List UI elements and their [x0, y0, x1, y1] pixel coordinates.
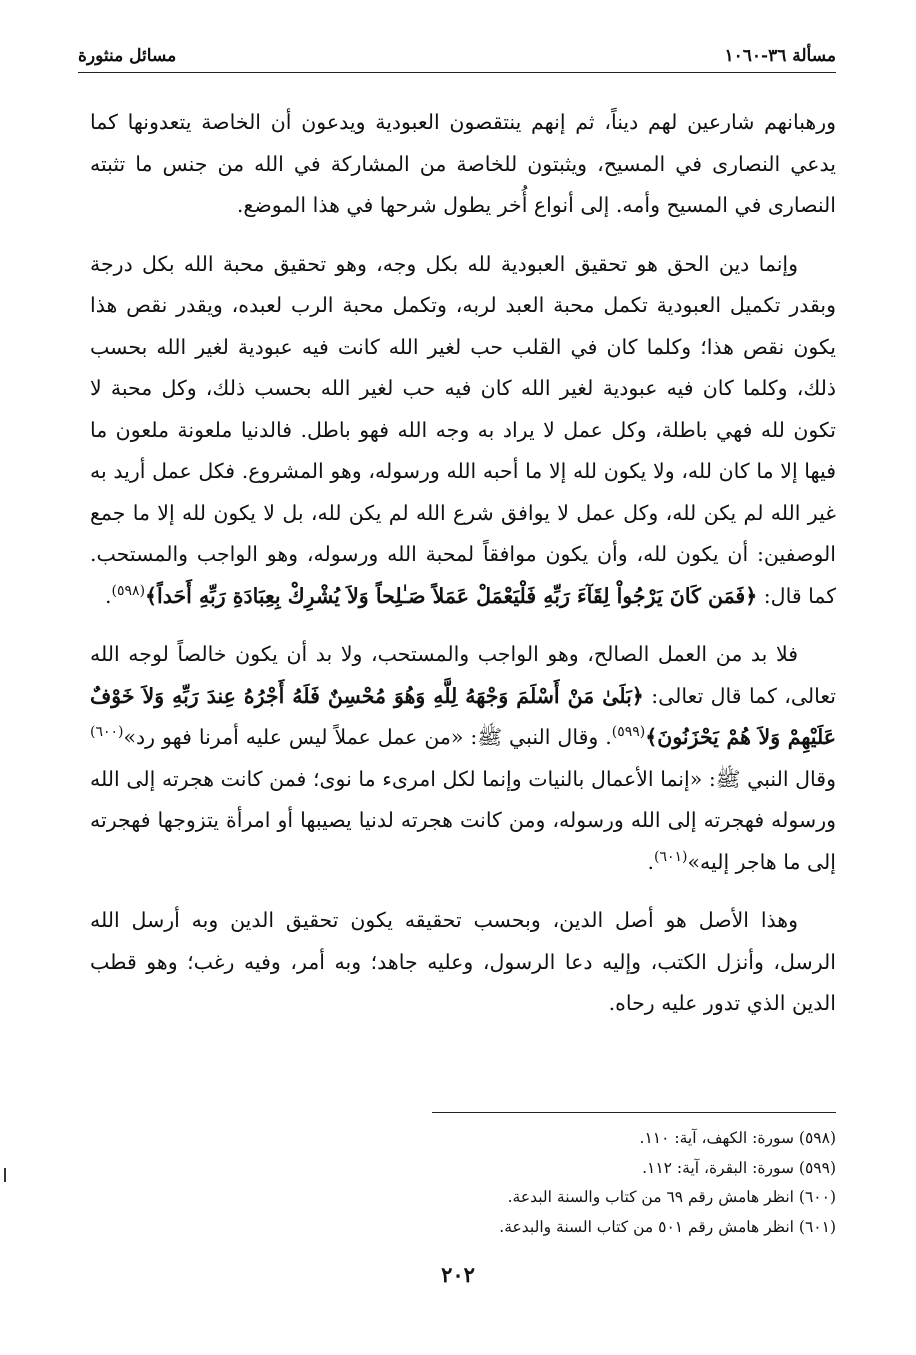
footnote-ref-600: (٦٠٠): [90, 724, 124, 741]
footnote-599: (٥٩٩) سورة: البقرة، آية: ١١٢.: [642, 1158, 836, 1177]
running-header: [78, 38, 836, 73]
scan-margin-mark: [4, 1168, 6, 1182]
paragraph-2-text: وإنما دين الحق هو تحقيق العبودية لله بكل وجه، وهو تحقيق محبة الله بكل درجة وبقدر تكميل العبودية تكمل محبة العبد لربه، وتكمل محبة الرب لعبده، ويقدر نقص هذا يكون نقص هذا؛ وكلما كان في القلب حب لغير الله كانت فيه عبودية لغير الله بحسب ذلك، وكلما كان فيه عبودية لغير الله كان فيه حب لغير الله بحسب ذلك، وكل محبة لا تكون لله فهي باطلة، وكل عمل لا يراد به وجه الله فهو باطل. فالدنيا ملعونة ملعون ما فيها إلا ما كان لله، ولا يكون لله إلا ما أحبه الله ورسوله، وهو المشروع. فكل عمل أريد به غير الله لم يكن لله، وكل عمل لا يوافق شرع الله لم يكن لله، بل لا يكون لله إلا ما جمع الوصفين: أن يكون لله، وأن يكون موافقاً لمحبة الله ورسوله، وهو الواجب والمستحب. كما قال:: [90, 251, 836, 608]
paragraph-3: فلا بد من العمل الصالح، وهو الواجب والمستحب، ولا بد أن يكون خالصاً لوجه الله تعالى، كما قال تعالى: ﴿بَلَىٰ مَنْ أَسْلَمَ وَجْهَهُ لِلَّهِ وَهُوَ مُحْسِنٌ فَلَهُ أَجْرُهُ عِندَ رَبِّهِ وَلاَ خَوْفٌ عَلَيْهِمْ وَلاَ هُمْ يَحْزَنُونَ﴾$^{(٥٩٩)}$. وقال النبي ﷺ: «من عمل عملاً ليس عليه أمرنا فهو رد»$^{(٦٠٠)}$ وقال النبي ﷺ: «إنما الأعمال بالنيات وإنما لكل امرىء ما نوى؛ فمن كانت هجرته إلى الله ورسوله فهجرته إلى الله ورسوله، ومن كانت هجرته لدنيا يصيبها أو امرأة يتزوجها فهجرته إلى ما هاجر إليه»$^{(٦٠١)}$.: [90, 642, 836, 874]
paragraph-3-text-2: . وقال النبي ﷺ: «من عمل عملاً ليس عليه أمرنا فهو رد»: [123, 725, 612, 749]
header-title: مسائل منثورة: [78, 46, 177, 66]
page-number: ٢٠٢: [441, 1262, 475, 1287]
footnotes: [90, 1124, 836, 1242]
footnote-ref-598: (٥٩٨): [111, 582, 146, 599]
header-issue-range: مسألة ٣٦-١٠٦٠: [724, 46, 836, 66]
paragraph-2: وإنما دين الحق هو تحقيق العبودية لله بكل وجه، وهو تحقيق محبة الله بكل درجة وبقدر تكميل العبودية تكمل محبة العبد لربه، وتكمل محبة الرب لعبده، ويقدر نقص هذا يكون نقص هذا؛ وكلما كان في القلب حب لغير الله كانت فيه عبودية لغير الله بحسب ذلك، وكلما كان فيه عبودية لغير الله كان فيه حب لغير الله بحسب ذلك، وكل محبة لا تكون لله فهي باطلة، وكل عمل لا يراد به وجه الله فهو باطل. فالدنيا ملعونة ملعون ما فيها إلا ما كان لله، ولا يكون لله إلا ما أحبه الله ورسوله، وهو المشروع. فكل عمل أريد به غير الله لم يكن لله، وكل عمل لا يوافق شرع الله لم يكن لله، بل لا يكون لله إلا ما جمع الوصفين: أن يكون لله، وأن يكون موافقاً لمحبة الله ورسوله، وهو الواجب والمستحب. كما قال: ﴿فَمَن كَانَ يَرْجُواْ لِقَآءَ رَبِّهِ فَلْيَعْمَلْ عَمَلاً صَـٰلِحاً وَلاَ يُشْرِكْ بِعِبَادَةِ رَبِّهِ أَحَداً﴾$^{(٥٩٨)}$.: [90, 251, 836, 608]
quran-verse-kahf: ﴿فَمَن كَانَ يَرْجُواْ لِقَآءَ رَبِّهِ فَلْيَعْمَلْ عَمَلاً صَـٰلِحاً وَلاَ يُشْرِكْ بِعِبَادَةِ رَبِّهِ أَحَداً﴾: [145, 583, 758, 608]
paragraph-1: ورهبانهم شارعين لهم ديناً، ثم إنهم ينتقصون العبودية ويدعون أن الخاصة يتعدونها كما يدعي النصارى في المسيح، ويثبتون للخاصة من المشاركة في الله من جنس ما تثبته النصارى في المسيح وأمه. إلى أنواع أُخر يطول شرحها في هذا الموضع.: [90, 110, 836, 217]
main-text: [90, 102, 836, 1042]
quran-verse-baqara: ﴿بَلَىٰ مَنْ أَسْلَمَ وَجْهَهُ لِلَّهِ وَهُوَ مُحْسِنٌ فَلَهُ أَجْرُهُ عِندَ رَبِّهِ وَلاَ خَوْفٌ عَلَيْهِمْ وَلاَ هُمْ يَحْزَنُونَ﴾: [90, 683, 836, 749]
footnote-divider: [432, 1112, 836, 1113]
footnote-601: (٦٠١) انظر هامش رقم ٥٠١ من كتاب السنة والبدعة.: [499, 1217, 836, 1236]
paragraph-3-text-3: وقال النبي ﷺ: «إنما الأعمال بالنيات وإنما لكل امرىء ما نوى؛ فمن كانت هجرته إلى الله ورسوله فهجرته إلى الله ورسوله، ومن كانت هجرته لدنيا يصيبها أو امرأة يتزوجها فهجرته إلى ما هاجر إليه»: [90, 766, 836, 874]
footnote-ref-599: (٥٩٩): [611, 724, 646, 741]
footnote-ref-601: (٦٠١): [653, 848, 688, 865]
paragraph-4: وهذا الأصل هو أصل الدين، وبحسب تحقيقه يكون تحقيق الدين وبه أرسل الله الرسل، وأنزل الكتب، وإليه دعا الرسول، وعليه جاهد؛ وبه أمر، وفيه رغب؛ وهو قطب الدين الذي تدور عليه رحاه.: [90, 908, 836, 1015]
footnote-598: (٥٩٨) سورة: الكهف، آية: ١١٠.: [639, 1129, 836, 1147]
footnote-600: (٦٠٠) انظر هامش رقم ٦٩ من كتاب والسنة البدعة.: [507, 1188, 836, 1206]
paragraph-3-text-1: فلا بد من العمل الصالح، وهو الواجب والمستحب، ولا بد أن يكون خالصاً لوجه الله تعالى، كما قال تعالى:: [90, 642, 836, 708]
